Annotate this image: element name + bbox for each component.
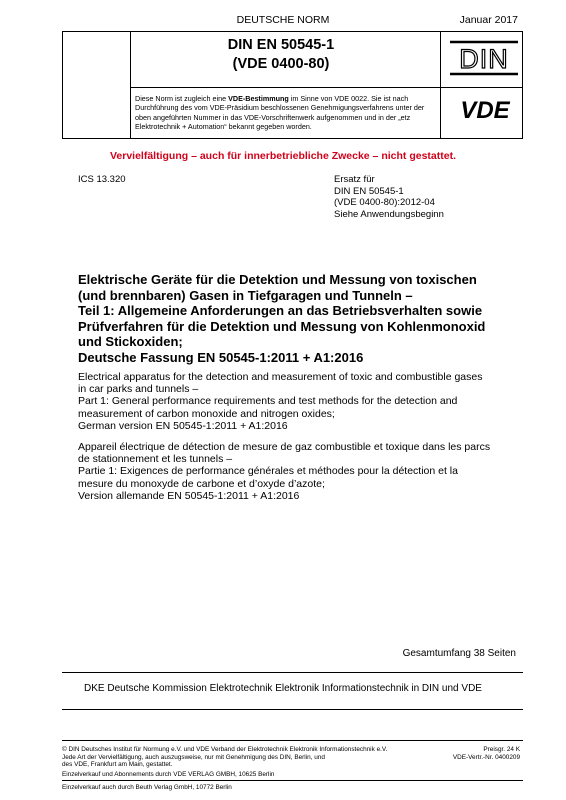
dke-top-rule xyxy=(62,672,523,673)
top-rule xyxy=(62,31,523,32)
vde-bestimmung-label: VDE-Bestimmung xyxy=(228,94,289,103)
standard-number xyxy=(130,36,432,86)
vde-logo-text: VDE xyxy=(460,97,510,124)
document-type-label: DEUTSCHE NORM xyxy=(236,14,330,26)
right-frame xyxy=(522,31,523,138)
footer-rule xyxy=(62,740,523,741)
din-logo xyxy=(448,40,520,76)
english-title: Electrical apparatus for the detection and measurement of toxic and combustible gases in car parks and tunnels – Part 1: General performance requirements and test methods for the detection and measurement of carbon monoxide and nitrogen oxides; German version EN 50545-1:2011 + A1:2016 xyxy=(78,371,483,432)
sales-info-beuth: Einzelverkauf auch durch Beuth Verlag GmbH, 10772 Berlin xyxy=(62,784,232,791)
inner-frame-right xyxy=(440,31,441,138)
copyright-notice: © DIN Deutsches Institut für Normung e.V. und VDE Verband der Elektrotechnik Elektronik Informationstechnik e.V. Jede Art der Vervielfältigung, auch auszugsweise, nur mit Genehmigung des DIN, Berlin, und des VDE, Frankfurt am Main, gestattet. xyxy=(62,746,388,769)
sales-info-vde: Einzelverkauf und Abonnements durch VDE VERLAG GMBH, 10625 Berlin xyxy=(62,771,275,778)
french-title: Appareil électrique de détection de mesure de gaz combustible et toxique dans les parcs de stationnement et les tunnels – Partie 1: Exigences de performance générales et méthodes pour la détection et la mesure du monoxyde de carbone et d’oxyde d’azote; Version allemande EN 50545-1:2011 + A1:2016 xyxy=(78,441,491,502)
title-rule xyxy=(130,87,523,88)
left-frame xyxy=(62,31,63,138)
vde-logo xyxy=(449,96,521,124)
dke-bottom-rule xyxy=(62,709,523,710)
german-title: Elektrische Geräte für die Detektion und Messung von toxischen (und brennbaren) Gasen in Tiefgaragen und Tunneln – Teil 1: Allgemeine Anforderungen an das Betriebsverhalten sowie Prüfverfahren für die Detektion und Messung von Kohlenmonoxid und Stickoxiden; Deutsche Fassung EN 50545-1:2011 + A1:2016 xyxy=(78,272,486,365)
header-bottom-rule xyxy=(62,138,523,139)
vde-classification: (VDE 0400-80) xyxy=(232,56,330,72)
dke-label: DKE Deutsche Kommission Elektrotechnik Elektronik Informationstechnik in DIN und VDE xyxy=(84,683,482,694)
vde-note: Diese Norm ist zugleich eine VDE-Bestimmung im Sinne von VDE 0022. Sie ist nach Durchführung des vom VDE-Präsidium beschlossenen Genehmigungsverfahrens unter der oben angeführten Nummer in das VDE-Vorschriftenwerk aufgenommen und in der „etz Elektrotechnik + Automation“ bekannt gegeben worden. xyxy=(135,94,425,132)
ics-code: ICS 13.320 xyxy=(78,174,126,185)
price-group: Preisgr. 24 K VDE-Vertr.-Nr. 0400209 xyxy=(452,746,520,761)
sales-rule xyxy=(62,780,523,781)
standard-id: DIN EN 50545-1 xyxy=(227,37,335,53)
replacement-info: Ersatz für DIN EN 50545-1 (VDE 0400-80):2012-04 Siehe Anwendungsbeginn xyxy=(334,174,444,220)
publication-date: Januar 2017 xyxy=(459,14,518,26)
page-count: Gesamtumfang 38 Seiten xyxy=(402,648,516,659)
din-logo-text: DIN xyxy=(459,44,509,74)
reproduction-warning: Vervielfältigung – auch für innerbetriebliche Zwecke – nicht gestattet. xyxy=(109,150,456,162)
